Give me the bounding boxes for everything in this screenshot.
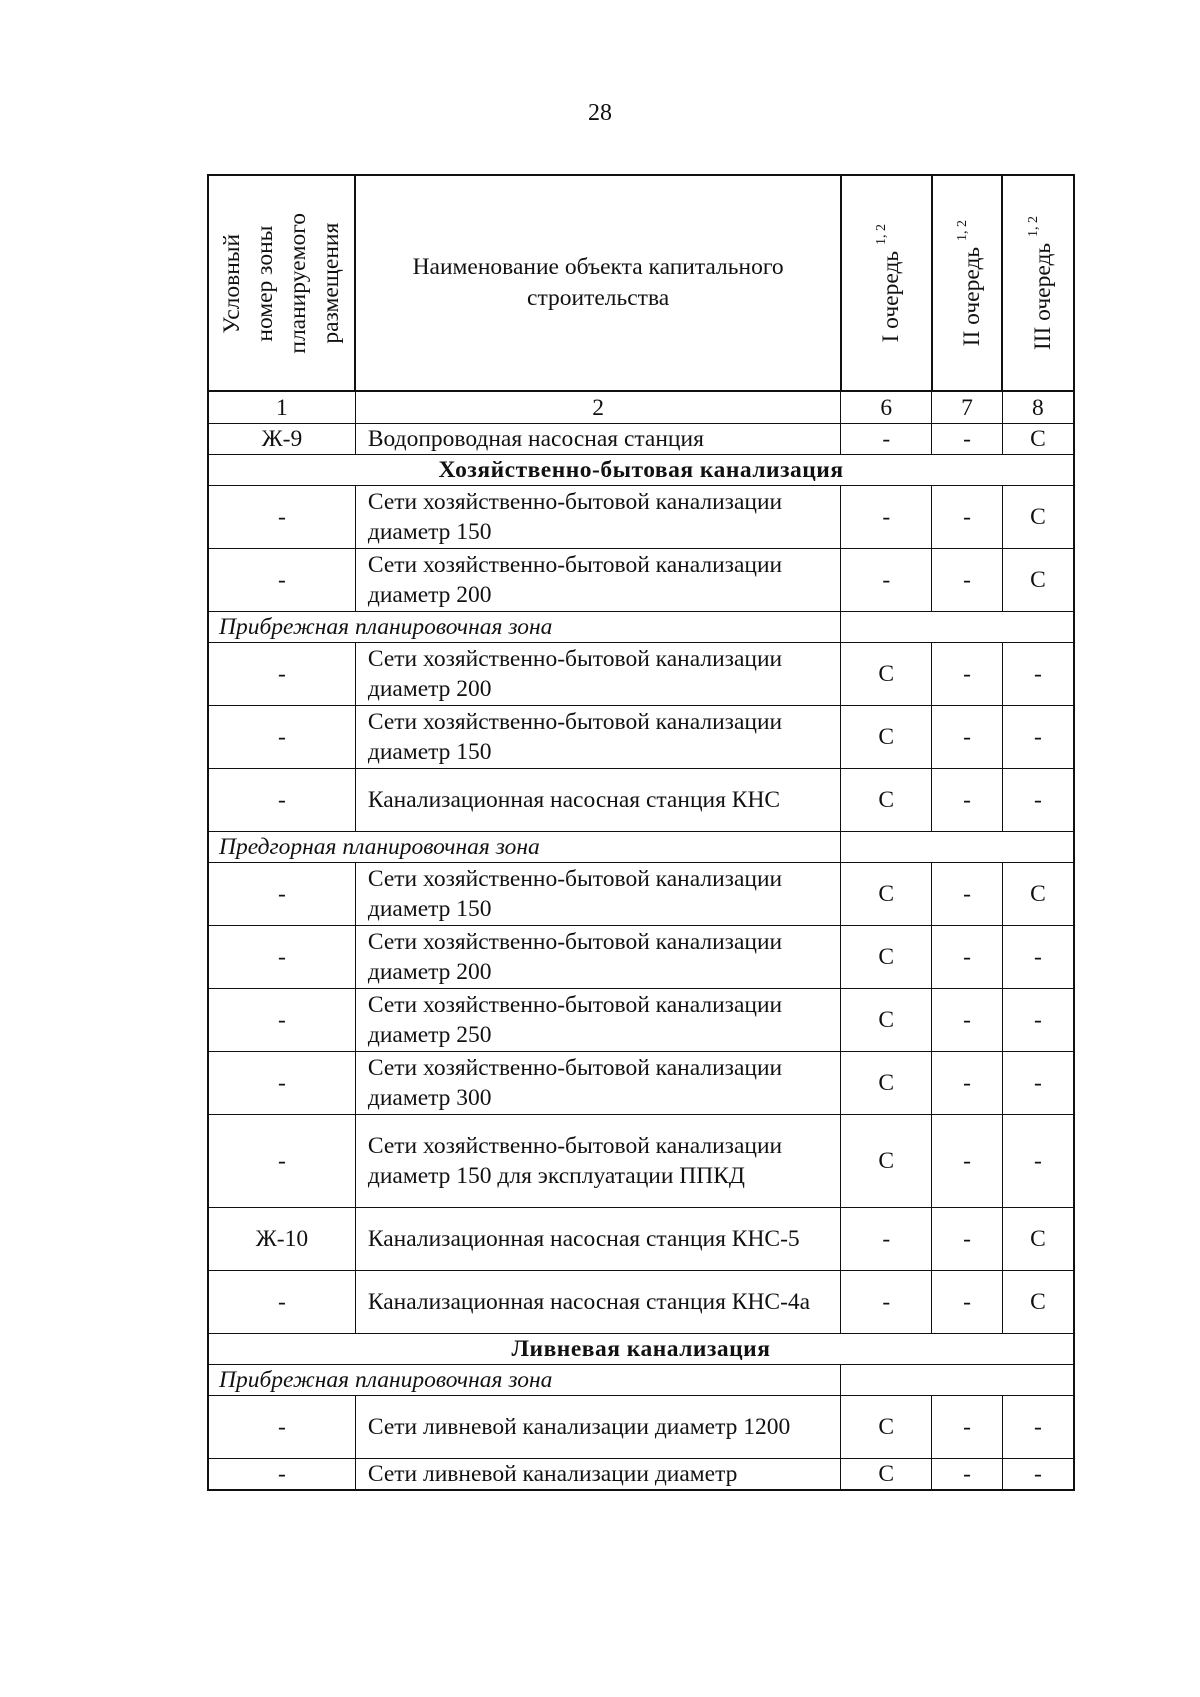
column-number-row xyxy=(208,391,1074,424)
header-stage-1 xyxy=(841,175,932,391)
table-row xyxy=(208,1115,1074,1208)
stage-1-cell: - xyxy=(841,486,932,549)
object-name-cell: Сети хозяйственно-бытовой канализации диаметр 200 xyxy=(355,643,840,706)
stage-3-cell: - xyxy=(1002,769,1074,832)
stage-3-cell: - xyxy=(1002,989,1074,1052)
stage-2-cell: - xyxy=(932,1115,1003,1208)
header-zone-line: планируемого xyxy=(284,212,311,354)
header-stage-2 xyxy=(932,175,1003,391)
stage-2-cell: - xyxy=(932,706,1003,769)
object-name-cell: Сети хозяйственно-бытовой канализации диаметр 150 xyxy=(355,486,840,549)
object-name-cell: Сети хозяйственно-бытовой канализации диаметр 250 xyxy=(355,989,840,1052)
object-name-cell: Сети хозяйственно-бытовой канализации диаметр 150 для эксплуатации ППКД xyxy=(355,1115,840,1208)
header-zone-line: Условный xyxy=(218,233,245,333)
stage-1-cell: - xyxy=(841,549,932,612)
stage-2-cell: - xyxy=(932,863,1003,926)
zone-number-cell: - xyxy=(208,486,355,549)
stage-1-cell: С xyxy=(841,769,932,832)
zone-number-cell: - xyxy=(208,549,355,612)
header-object-name: Наименование объекта капитального строительства xyxy=(355,175,840,391)
stage-3-cell: - xyxy=(1002,643,1074,706)
object-name-cell: Сети хозяйственно-бытовой канализации диаметр 200 xyxy=(355,549,840,612)
table-body xyxy=(208,424,1074,1491)
object-name-cell: Канализационная насосная станция КНС-5 xyxy=(355,1208,840,1271)
object-name-cell: Канализационная насосная станция КНС-4а xyxy=(355,1271,840,1334)
stage-3-cell: С xyxy=(1002,1208,1074,1271)
stage-2-cell: - xyxy=(932,424,1003,455)
column-number: 2 xyxy=(355,391,840,424)
header-zone-number xyxy=(208,175,355,391)
section-heading: Хозяйственно-бытовая канализация xyxy=(208,455,1074,486)
table-row xyxy=(208,643,1074,706)
object-name-cell: Водопроводная насосная станция xyxy=(355,424,840,455)
stage-3-cell: С xyxy=(1002,424,1074,455)
stage-3-cell: - xyxy=(1002,706,1074,769)
stage-3-cell: С xyxy=(1002,863,1074,926)
zone-number-cell: - xyxy=(208,1271,355,1334)
header-stage-sup: 1, 2 xyxy=(873,223,889,245)
capital-construction-table xyxy=(207,174,1075,1491)
object-name-cell: Сети ливневой канализации диаметр 1200 xyxy=(355,1396,840,1459)
stage-1-cell: С xyxy=(841,1396,932,1459)
stage-2-cell: - xyxy=(932,989,1003,1052)
zone-number-cell: - xyxy=(208,706,355,769)
table-row xyxy=(208,1208,1074,1271)
zone-number-cell: - xyxy=(208,1459,355,1491)
column-number: 8 xyxy=(1002,391,1074,424)
zone-number-cell: - xyxy=(208,926,355,989)
stage-1-cell: - xyxy=(841,1271,932,1334)
header-stage-label: II очередь xyxy=(958,246,985,347)
stage-2-cell: - xyxy=(932,1052,1003,1115)
zone-number-cell: - xyxy=(208,643,355,706)
stage-1-cell: С xyxy=(841,989,932,1052)
column-number: 1 xyxy=(208,391,355,424)
stage-3-cell: С xyxy=(1002,549,1074,612)
stage-1-cell: С xyxy=(841,1115,932,1208)
table-row xyxy=(208,424,1074,455)
table-row xyxy=(208,549,1074,612)
header-stage-label: III очередь xyxy=(1029,242,1056,351)
table-header-row xyxy=(208,175,1074,391)
table-row xyxy=(208,486,1074,549)
table-row xyxy=(208,1396,1074,1459)
stage-2-cell: - xyxy=(932,926,1003,989)
subsection-heading: Прибрежная планировочная зона xyxy=(208,1365,841,1396)
stage-2-cell: - xyxy=(932,1271,1003,1334)
column-number: 7 xyxy=(932,391,1003,424)
stage-3-cell: - xyxy=(1002,1052,1074,1115)
table-row xyxy=(208,706,1074,769)
table-row xyxy=(208,926,1074,989)
stage-2-cell: - xyxy=(932,1208,1003,1271)
section-heading: Ливневая канализация xyxy=(208,1334,1074,1365)
subsection-heading-row xyxy=(208,832,1074,863)
section-heading-row xyxy=(208,1334,1074,1365)
zone-number-cell: - xyxy=(208,1115,355,1208)
stage-1-cell: С xyxy=(841,863,932,926)
header-stage-3 xyxy=(1002,175,1074,391)
header-zone-line: размещения xyxy=(317,222,344,344)
stage-2-cell: - xyxy=(932,643,1003,706)
subsection-empty-cell xyxy=(841,832,1074,863)
stage-2-cell: - xyxy=(932,486,1003,549)
table-row xyxy=(208,989,1074,1052)
stage-1-cell: С xyxy=(841,1459,932,1491)
stage-2-cell: - xyxy=(932,549,1003,612)
stage-3-cell: - xyxy=(1002,1459,1074,1491)
header-stage-sup: 1, 2 xyxy=(1025,215,1041,237)
object-name-cell: Сети хозяйственно-бытовой канализации диаметр 150 xyxy=(355,863,840,926)
zone-number-cell: Ж-10 xyxy=(208,1208,355,1271)
stage-1-cell: - xyxy=(841,1208,932,1271)
stage-2-cell: - xyxy=(932,1459,1003,1491)
stage-3-cell: С xyxy=(1002,486,1074,549)
stage-1-cell: С xyxy=(841,1052,932,1115)
object-name-cell: Сети хозяйственно-бытовой канализации диаметр 150 xyxy=(355,706,840,769)
zone-number-cell: - xyxy=(208,1052,355,1115)
section-heading-row xyxy=(208,455,1074,486)
subsection-heading: Прибрежная планировочная зона xyxy=(208,612,841,643)
subsection-heading-row xyxy=(208,1365,1074,1396)
stage-3-cell: - xyxy=(1002,1115,1074,1208)
stage-2-cell: - xyxy=(932,1396,1003,1459)
stage-1-cell: С xyxy=(841,926,932,989)
header-zone-line: номер зоны xyxy=(251,224,278,342)
stage-3-cell: - xyxy=(1002,926,1074,989)
stage-3-cell: С xyxy=(1002,1271,1074,1334)
zone-number-cell: - xyxy=(208,863,355,926)
zone-number-cell: Ж-9 xyxy=(208,424,355,455)
table-row xyxy=(208,863,1074,926)
table-row xyxy=(208,769,1074,832)
subsection-heading: Предгорная планировочная зона xyxy=(208,832,841,863)
stage-1-cell: С xyxy=(841,706,932,769)
zone-number-cell: - xyxy=(208,769,355,832)
table-row xyxy=(208,1271,1074,1334)
stage-1-cell: - xyxy=(841,424,932,455)
object-name-cell: Сети хозяйственно-бытовой канализации диаметр 200 xyxy=(355,926,840,989)
stage-3-cell: - xyxy=(1002,1396,1074,1459)
header-stage-label: I очередь xyxy=(877,250,904,343)
subsection-heading-row xyxy=(208,612,1074,643)
subsection-empty-cell xyxy=(841,1365,1074,1396)
table-row xyxy=(208,1052,1074,1115)
page-number: 28 xyxy=(588,100,612,126)
table-row xyxy=(208,1459,1074,1491)
zone-number-cell: - xyxy=(208,989,355,1052)
subsection-empty-cell xyxy=(841,612,1074,643)
object-name-cell: Канализационная насосная станция КНС xyxy=(355,769,840,832)
header-stage-sup: 1, 2 xyxy=(954,219,970,241)
stage-1-cell: С xyxy=(841,643,932,706)
zone-number-cell: - xyxy=(208,1396,355,1459)
object-name-cell: Сети хозяйственно-бытовой канализации диаметр 300 xyxy=(355,1052,840,1115)
object-name-cell: Сети ливневой канализации диаметр xyxy=(355,1459,840,1491)
column-number: 6 xyxy=(841,391,932,424)
stage-2-cell: - xyxy=(932,769,1003,832)
